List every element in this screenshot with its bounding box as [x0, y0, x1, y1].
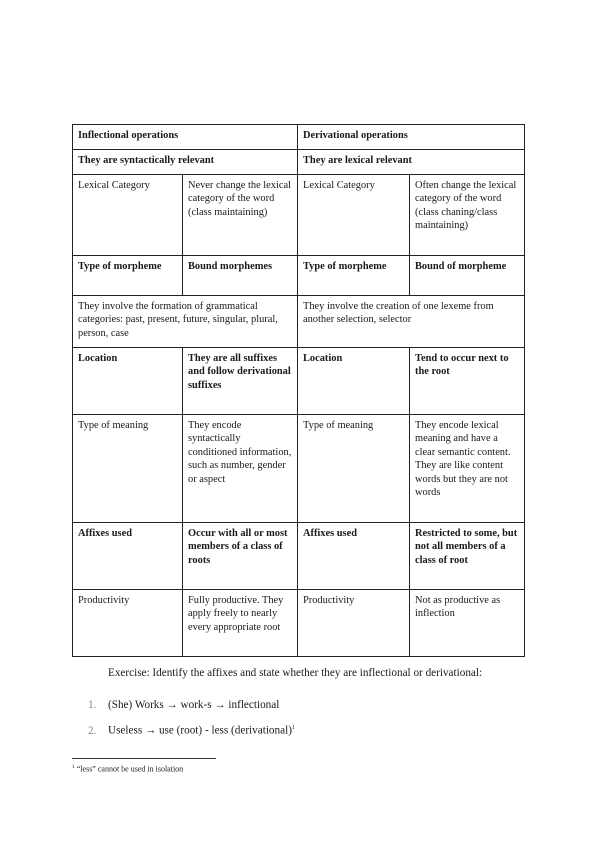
relevance-derivational: They are lexical relevant	[298, 150, 525, 175]
exercise-prompt: Exercise: Identify the affixes and state whether they are inflectional or derivational:	[108, 667, 483, 679]
table-row-affixes	[73, 523, 525, 590]
table-cell-label: Affixes used	[73, 523, 183, 590]
list-text: Useless → use (root) - less (derivational)	[108, 724, 292, 737]
table-cell-value: Bound morphemes	[183, 256, 298, 296]
examples-list	[88, 698, 295, 742]
list-item	[88, 720, 295, 742]
table-cell-value: Fully productive. They apply freely to nearly every appropriate root	[183, 590, 298, 657]
comparison-table	[72, 124, 525, 657]
footnote	[72, 764, 183, 774]
table-row-productivity	[73, 590, 525, 657]
table-cell-value: Bound of morpheme	[410, 256, 525, 296]
table-cell-label: Type of meaning	[73, 415, 183, 523]
table-row-morpheme	[73, 256, 525, 296]
table-cell-label: Location	[73, 348, 183, 415]
table-cell-value: They encode syntactically conditioned information, such as number, gender or aspect	[183, 415, 298, 523]
table-cell-label: Productivity	[298, 590, 410, 657]
table-cell-value: They involve the creation of one lexeme from another selection, selector	[298, 296, 525, 348]
table-header-row	[73, 125, 525, 150]
table-cell-value: They are all suffixes and follow derivational suffixes	[183, 348, 298, 415]
table-cell-value: They involve the formation of grammatical categories: past, present, future, singular, plural, person, case	[73, 296, 298, 348]
table-cell-label: Lexical Category	[73, 175, 183, 256]
footnote-separator	[72, 758, 216, 759]
table-cell-label: Type of morpheme	[73, 256, 183, 296]
header-inflectional: Inflectional operations	[73, 125, 298, 150]
table-row-lexical-category	[73, 175, 525, 256]
table-cell-value: They encode lexical meaning and have a clear semantic content. They are like content words but they are not words	[410, 415, 525, 523]
list-text: (She) Works → work-s → inflectional	[108, 699, 280, 711]
table-cell-label: Affixes used	[298, 523, 410, 590]
table-cell-value: Never change the lexical category of the word (class maintaining)	[183, 175, 298, 256]
table-row-location	[73, 348, 525, 415]
table-cell-value: Occur with all or most members of a class of roots	[183, 523, 298, 590]
table-cell-label: Productivity	[73, 590, 183, 657]
footnote-reference[interactable]: 1	[291, 724, 296, 731]
table-cell-label: Lexical Category	[298, 175, 410, 256]
table-cell-label: Type of meaning	[298, 415, 410, 523]
footnote-text: “less” cannot be used in isolation	[76, 764, 184, 774]
list-item	[88, 698, 295, 720]
header-derivational: Derivational operations	[298, 125, 525, 150]
table-cell-label: Type of morpheme	[298, 256, 410, 296]
relevance-inflectional: They are syntactically relevant	[73, 150, 298, 175]
table-cell-value: Often change the lexical category of the word (class chaning/class maintaining)	[410, 175, 525, 256]
table-cell-value: Restricted to some, but not all members of a class of root	[410, 523, 525, 590]
table-row-relevance	[73, 150, 525, 175]
table-row-involve	[73, 296, 525, 348]
table-cell-value: Tend to occur next to the root	[410, 348, 525, 415]
table-cell-label: Location	[298, 348, 410, 415]
footnote-marker: 1	[72, 764, 75, 770]
table-row-meaning	[73, 415, 525, 523]
table-cell-value: Not as productive as inflection	[410, 590, 525, 657]
list-number: 1.	[88, 699, 97, 711]
list-number: 2.	[88, 724, 97, 737]
